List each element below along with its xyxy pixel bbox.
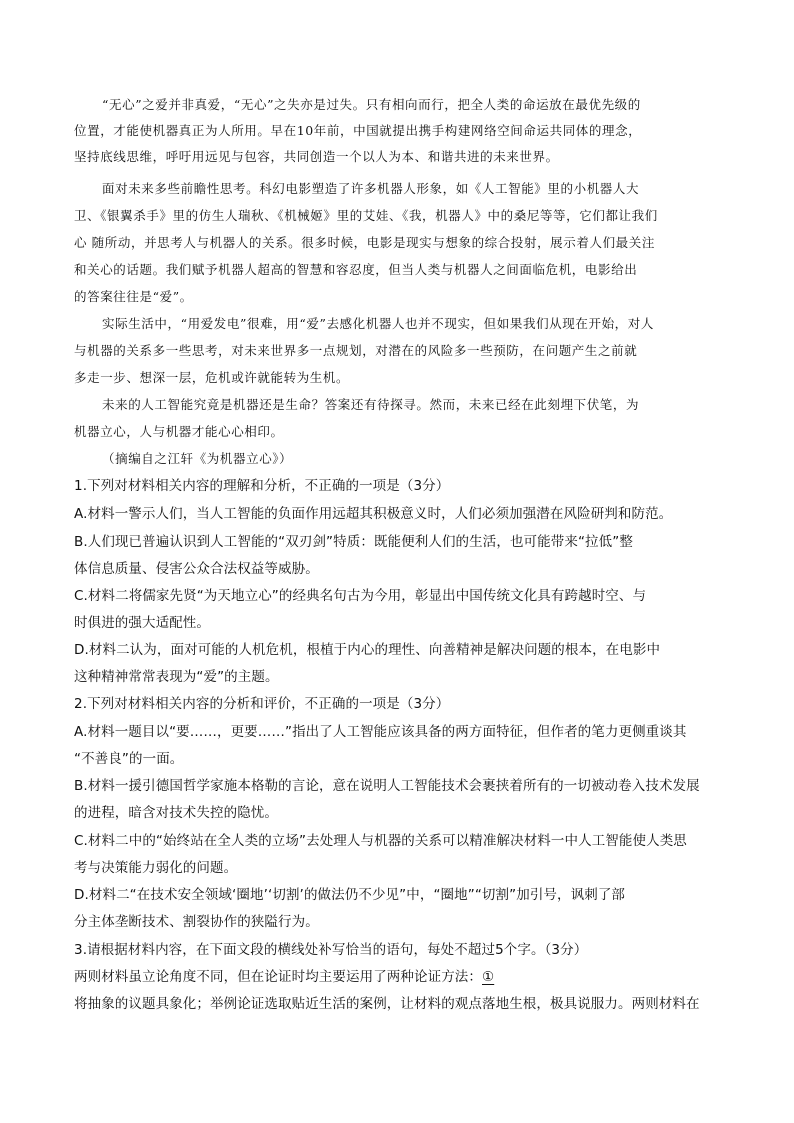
question-1-option-b-line2: 体信息质量、侵害公众合法权益等威胁。 [74,561,319,577]
question-2-option-c-line2: 考与决策能力弱化的问题。 [74,860,238,876]
passage-p4-line1: 未来的人工智能究竟是机器还是生命？答案还有待探寻。然而，未来已经在此刻埋下伏笔，为 [102,397,640,412]
question-1-option-d-line1: D.材料二认为，面对可能的人机危机，根植于内心的理性、向善精神是解决问题的根本，在电影中 [74,642,661,658]
question-2-option-c-line1: C.材料二中的“始终站在全人类的立场”去处理人与机器的关系可以精准解决材料一中人工智能使人类思 [74,833,687,849]
passage-p3-line1: 实际生活中，“用爱发电”很难，用“爱”去感化机器人也并不现实，但如果我们从现在开始，对人 [102,316,654,331]
passage-p4-line2: 机器立心，人与机器才能心心相印。 [74,424,284,439]
question-2-option-b-line2: 的进程，暗含对技术失控的隐忧。 [74,805,278,821]
question-1-option-d-line2: 这种精神常常表现为“爱”的主题。 [74,669,279,685]
question-3-text1: 两则材料虽立论角度不同，但在论证时均主要运用了两种论证方法： [74,969,482,985]
passage-p1-line1: “无心”之爱并非真爱，“无心”之失亦是过失。只有相向而行，把全人类的命运放在最优先级的 [102,97,641,112]
passage-p1-line2: 位置，才能使机器真正为人所用。早在10年前，中国就提出携手构建网络空间命运共同体的理念， [74,123,642,138]
passage-p1-line3: 坚持底线思维，呼吁用远见与包容，共同创造一个以人为本、和谐共进的未来世界。 [74,149,559,164]
passage-p2-line2: 卫、《银翼杀手》里的仿生人瑞秋、《机械姬》里的艾娃、《我，机器人》中的桑尼等等，它们都让我们 [74,208,658,223]
question-2-option-b-line1: B.材料一援引德国哲学家施本格勒的言论，意在说明人工智能技术会裹挟着所有的一切被动卷入技术发展 [74,778,700,794]
question-3-blank-1[interactable]: ① [482,969,495,985]
passage-p2-line3: 心 随所动，并思考人与机器人的关系。很多时候，电影是现实与想象的综合投射，展示着人们最关注 [74,235,655,250]
passage-p2-line4: 和关心的话题。我们赋予机器人超高的智慧和容忍度，但当人类与机器人之间面临危机，电影给出 [74,262,638,277]
passage-p2-line5: 的答案往往是“爱”。 [74,289,193,304]
question-2-option-d-line2: 分主体垄断技术、割裂协作的狭隘行为。 [74,914,319,930]
passage-p2-line1: 面对未来多些前瞻性思考。科幻电影塑造了许多机器人形象，如《人工智能》里的小机器人大 [102,181,640,196]
question-2-option-a-line2: “不善良”的一面。 [74,751,184,767]
passage-p3-line3: 多走一步、想深一层，危机或许就能转为生机。 [74,370,350,385]
question-3-stem: 3.请根据材料内容，在下面文段的横线处补写恰当的语句，每处不超过5个字。（3分） [74,942,588,958]
passage-p3-line2: 与机器的关系多一些思考，对未来世界多一点规划，对潜在的风险多一些预防，在问题产生之前就 [74,343,638,358]
question-1-option-b-line1: B.人们现已普遍认识到人工智能的“双刃剑”特质：既能便利人们的生活，也可能带来“拉低”整 [74,534,633,550]
question-1-option-a: A.材料一警示人们，当人工智能的负面作用远超其积极意义时，人们必须加强潜在风险研判和防范。 [74,506,673,522]
passage-source: （摘编自之江轩《为机器立心》） [102,451,293,466]
question-3-text-line2: 将抽象的议题具象化；举例论证选取贴近生活的案例，让材料的观点落地生根，极具说服力。两则材料在 [74,996,700,1012]
question-2-stem: 2.下列对材料相关内容的分析和评价，不正确的一项是（3分） [74,696,450,712]
question-3-text-line1 [74,964,494,990]
question-2-option-a-line1: A.材料一题目以“要……，更要……”指出了人工智能应该具备的两方面特征，但作者的笔力更侧重谈其 [74,724,687,740]
question-2-option-d-line1: D.材料二“在技术安全领域‘圈地’‘切割’的做法仍不少见”中，“圈地”“切割”加引号，讽刺了部 [74,887,626,903]
question-1-option-c-line2: 时俱进的强大适配性。 [74,615,210,631]
question-1-stem: 1.下列对材料相关内容的理解和分析，不正确的一项是（3分） [74,478,450,494]
question-1-option-c-line1: C.材料二将儒家先贤“为天地立心”的经典名句古为今用，彰显出中国传统文化具有跨越时空、与 [74,588,647,604]
